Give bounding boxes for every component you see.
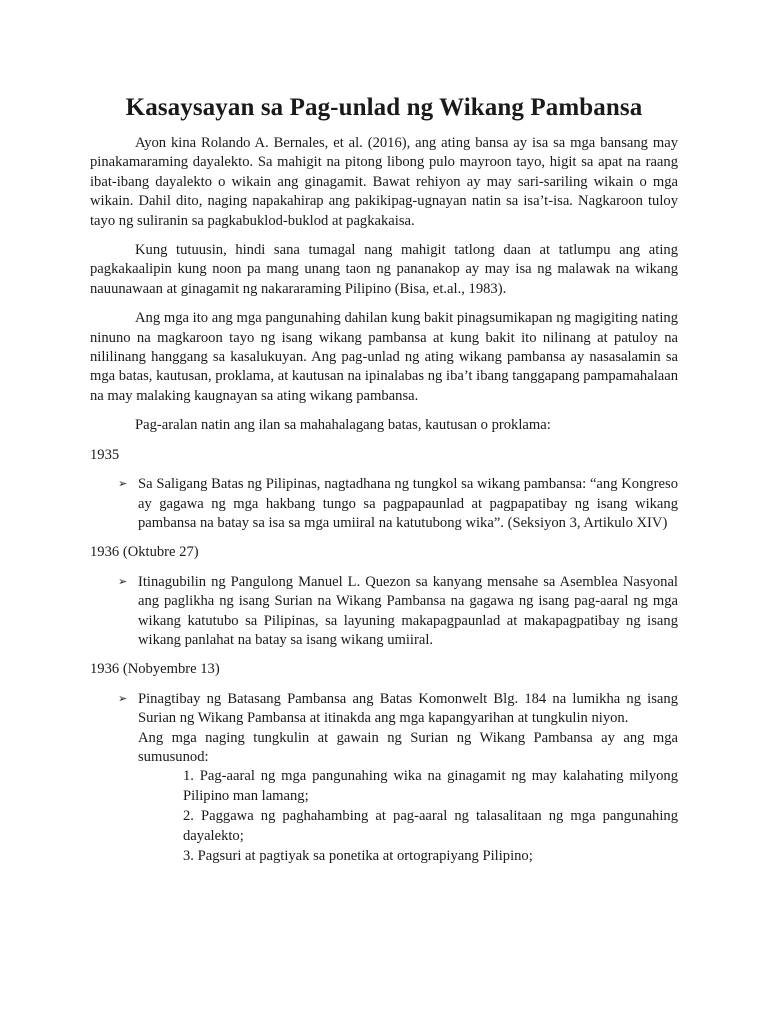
arrow-bullet-icon: ➢	[118, 692, 128, 705]
list-item: 1. Pag-aaral ng mga pangunahing wika na ginagamit ng may kalahating milyong Pilipino man lamang;	[183, 768, 678, 804]
document-page	[90, 92, 678, 877]
entry-date-1935: 1935	[90, 446, 120, 463]
list-item: 3. Pagsuri at pagtiyak sa ponetika at ortograpiyang Pilipino;	[183, 848, 533, 864]
entry-date-1936-oktubre: 1936 (Oktubre 27)	[90, 544, 199, 561]
duties-list	[138, 767, 678, 866]
list-item: 2. Paggawa ng paghahambing at pag-aaral ng talasalitaan ng mga pangunahing dayalekto;	[183, 808, 678, 844]
paragraph-reasons: Ang mga ito ang mga pangunahing dahilan kung bakit pinagsumikapan ng magigiting nating ninuno na magkaroon tayo ng isang wikang pambansa at kung bakit ito nilinang at patuloy na nililinang hanggang sa kasalukuyan. Ang pag-unlad ng ating wikang pambansa ay nasasalamin sa mga batas, kautusan, proklama, at kautusan na ipinalabas ng iba’t ibang tanggapang pampamahalaan na may malaking kaugnayan sa ating wikang pambansa.	[90, 310, 678, 404]
entry-1936-oktubre	[118, 573, 678, 651]
entry-1935	[118, 475, 678, 533]
arrow-bullet-icon: ➢	[118, 575, 128, 588]
paragraph-intro: Ayon kina Rolando A. Bernales, et al. (2016), ang ating bansa ay isa sa mga bansang may pinakamaraming dayalekto. Sa mahigit na pitong libong pulo mayroon tayo, higit sa apat na raang ibat-ibang dayalekto o wikain ang ginagamit. Bawat rehiyon ay may sari-sariling wikain o mga wikain. Dahil dito, naging napakahirap ang pakikipag-ugnayan natin sa isa’t-isa. Nagkaroon tuloy tayo ng suliranin sa pagkabuklod-buklod at pagkakaisa.	[90, 135, 678, 229]
document-title: Kasaysayan sa Pag-unlad ng Wikang Pambansa	[125, 94, 643, 121]
entry-text: Sa Saligang Batas ng Pilipinas, nagtadhana ng tungkol sa wikang pambansa: “ang Kongreso ay gagawa ng mga hakbang tungo sa pagpapaunlad at pagpapatibay ng isang wikang pambansa na batay sa isa sa mga umiiral na katutubong wika”. (Seksiyon 3, Artikulo XIV)	[138, 476, 678, 531]
entry-subtext: Ang mga naging tungkulin at gawain ng Surian ng Wikang Pambansa ay ang mga sumusunod:	[138, 729, 678, 765]
arrow-bullet-icon: ➢	[118, 478, 128, 491]
entry-1936-nobyembre	[118, 690, 678, 868]
paragraph-lead-in: Pag-aralan natin ang ilan sa mahahalagang batas, kautusan o proklama:	[135, 417, 551, 434]
entry-text: Pinagtibay ng Batasang Pambansa ang Batas Komonwelt Blg. 184 na lumikha ng isang Surian ng Wikang Pambansa at itinakda ang mga kapangyarihan at tungkulin niyon.	[138, 690, 678, 727]
entry-date-1936-nobyembre: 1936 (Nobyembre 13)	[90, 661, 220, 678]
paragraph-history: Kung tutuusin, hindi sana tumagal nang mahigit tatlong daan at tatlumpu ang ating pagkakaalipin kung noon pa mang unang taon ng pananakop ay may isa ng malawak na wikang nauunawaan at ginagamit ng nakararaming Pilipino (Bisa, et.al., 1983).	[90, 242, 678, 297]
entry-text: Itinagubilin ng Pangulong Manuel L. Quezon sa kanyang mensahe sa Asemblea Nasyonal ang paglikha ng isang Surian na Wikang Pambansa na gagawa ng isang pag-aaral ng mga wikang katutubo sa Pilipinas, sa layuning makapagpaunlad at makapagpatibay ng isang wikang panlahat na batay sa isang wikang umiiral.	[138, 573, 678, 648]
